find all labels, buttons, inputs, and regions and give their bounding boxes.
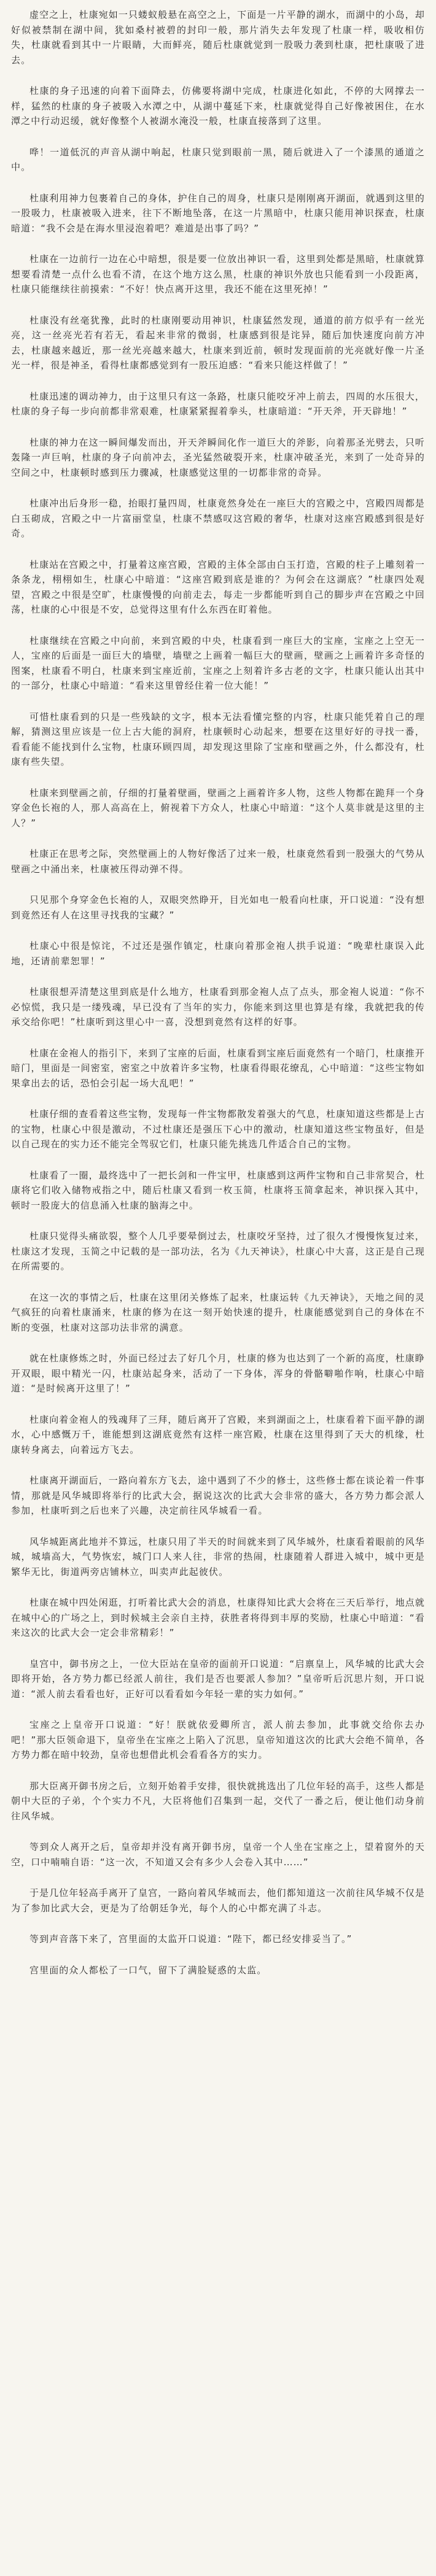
- paragraph: 杜康的身子迅速的向着下面降去，仿佛要将湖中完成，杜康进化如此，不停的大网撑去一样，猛然的杜康的身子被吸入水潭之中，从湖中蔓延下来，杜康就觉得自己好像被困住，在水潭之中行动迟缓，就好像整个人被湖水淹没一般，杜康直接落到了这里。: [11, 85, 425, 126]
- paragraph-gap: [11, 969, 425, 984]
- paragraph: 杜康在金袍人的指引下，来到了宝座的后面，杜康看到宝座后面竟然有一个暗门，杜康推开暗门，里面是一间密室，密室之中放着许多宝物，杜康看得眼花缭乱，心中暗道：“这些宝物如果拿出去的话，恐怕会引起一场大乱吧！”: [11, 1047, 426, 1089]
- paragraph-gap: [11, 1518, 425, 1534]
- paragraph-gap: [11, 1763, 425, 1779]
- paragraph: 等到声音落下来了，宫里面的太监开口说道：“陛下，都已经安排妥当了。”: [29, 1933, 352, 1944]
- paragraph-gap: [11, 1091, 425, 1107]
- paragraph: 杜康只觉得头痛欲裂，整个人几乎要晕倒过去，杜康咬牙坚持，过了很久才慢慢恢复过来，杜康这才发现，玉简之中记载的是一部功法，名为《九天神诀》，杜康心中大喜，这正是自己现在所需要的。: [11, 1231, 426, 1272]
- paragraph-gap: [11, 1396, 425, 1412]
- paragraph: 宫里面的众人都松了一口气，留下了满脸疑惑的太监。: [29, 1964, 267, 1976]
- paragraph-gap: [11, 68, 425, 83]
- paragraph: 杜康继续在宫殿之中向前，来到宫殿的中央，杜康看到一座巨大的宝座，宝座之上空无一人，宝座的后面是一面巨大的墙壁，墙壁之上画着一幅巨大的壁画，壁画之上画着许多奇怪的图案，杜康看不明白，杜康来到宝座近前，宝座之上刻着许多古老的文字，杜康只能认出其中的一部分，杜康心中暗道：“看来这里曾经住着一位大能！”: [11, 635, 425, 691]
- paragraph-gap: [11, 297, 425, 313]
- paragraph-gap: [11, 1335, 425, 1351]
- paragraph-gap: [11, 1579, 425, 1595]
- paragraph: 只见那个身穿金色长袍的人，双眼突然睁开，目光如电一般看向杜康，开口说道：“没有想到竟然还有人在这里寻找我的宝藏？”: [11, 894, 425, 921]
- paragraph-gap: [11, 1947, 425, 1963]
- paragraph: 哗！一道低沉的声音从湖中响起，杜康只觉到眼前一黑，随后就进入了一个漆黑的通道之中。: [11, 146, 425, 172]
- paragraph-gap: [11, 1824, 425, 1839]
- paragraph-gap: [11, 876, 425, 892]
- paragraph-gap: [11, 419, 425, 435]
- paragraph: 于是几位年轻高手离开了皇宫，一路向着风华城而去，他们都知道这一次前往风华城不仅是为了参加比武大会，更是为了给朝廷争光，每个人的心中都充满了斗志。: [11, 1887, 426, 1914]
- paragraph: 杜康在城中四处闲逛，打听着比武大会的消息，杜康得知比武大会将在三天后举行，地点就在城中心的广场之上，到时候城主会亲自主持，获胜者将得到丰厚的奖励，杜康心中暗道：“看来这次的比武大会一定会非常精彩！”: [11, 1597, 426, 1638]
- paragraph-gap: [11, 694, 425, 710]
- paragraph: 杜康迅速的调动神力，由于这里只有这一条路，杜康只能咬牙冲上前去，四周的水压很大，杜康的身子每一步向前都非常艰难，杜康紧紧握着拳头，杜康暗道：“开天斧，开天辟地！”: [11, 390, 426, 417]
- paragraph: 可惜杜康看到的只是一些残缺的文字，根本无法看懂完整的内容，杜康只能凭着自己的理解，猜测这里应该是一位上古大能的洞府，杜康顿时心动起来，想要在这里好好的寻找一番，看看能不能找到什么宝物，杜康环顾四周，却发现这里除了宝座和壁画之外，什么都没有，杜康有些失望。: [11, 711, 425, 767]
- paragraph-gap: [11, 1641, 425, 1657]
- paragraph: 杜康仔细的查看着这些宝物，发现每一件宝物都散发着强大的气息，杜康知道这些都是上古的宝物，杜康心中很是激动，不过杜康还是强压下心中的激动，杜康知道这些宝物虽好，但是以自己现在的实力还不能完全驾驭它们，杜康只能先挑选几件适合自己的宝物。: [11, 1108, 426, 1150]
- paragraph-gap: [11, 373, 425, 389]
- paragraph: 那大臣离开御书房之后，立刻开始着手安排，很快就挑选出了几位年轻的高手，这些人都是朝中大臣的子弟，个个实力不凡，大臣将他们召集到一起，交代了一番之后，便让他们动身前往风华城。: [11, 1780, 426, 1822]
- paragraph: 杜康正在思考之际，突然壁画上的人物好像活了过来一般，杜康竟然看到一股强大的气势从壁画之中涌出来，杜康被压得动弹不得。: [11, 848, 426, 875]
- paragraph: 杜康离开湖面后，一路向着东方飞去，途中遇到了不少的修士，这些修士都在谈论着一件事情，那就是风华城即将举行的比武大会，据说这次的比武大会非常的盛大，各方势力都会派人参加，杜康听到之后也来了兴趣，决定前往风华城看一看。: [11, 1475, 426, 1516]
- paragraph: 风华城距离此地并不算远，杜康只用了半天的时间就来到了风华城外，杜康看着眼前的风华城，城墙高大，气势恢宏，城门口人来人往，非常的热闹，杜康随着人群进入城中，城中更是繁华无比，街道两旁店铺林立，叫卖声此起彼伏。: [11, 1536, 426, 1577]
- paragraph: 皇宫中，御书房之上，一位大臣站在皇帝的面前开口说道：“启禀皇上，风华城的比武大会即将开始，各方势力都已经派人前往，我们是否也要派人参加？”皇帝听后沉思片刻，开口说道：“派人前去看看也好，正好可以看看如今年轻一辈的实力如何。”: [11, 1658, 425, 1700]
- paragraph-gap: [11, 129, 425, 145]
- paragraph: 杜康来到壁画之前，仔细的打量着壁画，壁画之上画着许多人物，这些人物都在跪拜一个身穿金色长袍的人，那人高高在上，俯视着下方众人，杜康心中暗道：“这个人莫非就是这里的主人？”: [11, 787, 426, 829]
- paragraph-gap: [11, 922, 425, 938]
- paragraph: 就在杜康修炼之时，外面已经过去了好几个月，杜康的修为也达到了一个新的高度，杜康睁开双眼，眼中精光一闪，杜康站起身来，活动了一下身体，浑身的骨骼噼啪作响，杜康心中暗道：“是时候离开这里了！”: [11, 1353, 426, 1394]
- paragraph-gap: [11, 1274, 425, 1290]
- paragraph-gap: [11, 1701, 425, 1717]
- paragraph-gap: [11, 1030, 425, 1046]
- paragraph-gap: [11, 1457, 425, 1473]
- paragraph-gap: [11, 236, 425, 252]
- paragraph-gap: [11, 617, 425, 633]
- paragraph: 杜康在一边前行一边在心中暗想，很是要一位放出神识一看，这里到处都是黑暗，杜康就算想要看清楚一点什么也看不清，在这个地方这么黑，杜康的神识外放也只能看到一小段距离，杜康只能继续往前摸索：“不好！快点离开这里，我还不能在这里死掉！”: [11, 253, 426, 295]
- paragraph: 宝座之上皇帝开口说道：“好！朕就依爱卿所言，派人前去参加，此事就交给你去办吧！”那大臣领命退下，皇帝坐在宝座之上陷入了沉思，皇帝知道这次的比武大会绝不简单，各方势力都在暗中较劲，皇帝也想借此机会看看各方的实力。: [11, 1719, 425, 1760]
- paragraph-gap: [11, 1213, 425, 1229]
- paragraph: 杜康没有丝毫犹豫，此时的杜康刚要动用神识，杜康猛然发现，通道的前方似乎有一丝光亮，这一丝亮光若有若无，看起来非常的微弱，杜康感到很是诧异，随后加快速度向前方冲去，杜康越来越近，那一丝光亮越来越大，杜康来到近前，顿时发现面前的光亮就好像一片圣光一样，很是神圣，看得杜康都感觉到有一股压迫感：“看来只能这样做了！”: [11, 314, 425, 371]
- paragraph: 在这一次的事情之后，杜康在这里闭关修炼了起来，杜康运转《九天神诀》，天地之间的灵气疯狂的向着杜康涌来，杜康的修为在这一刻开始快速的提升，杜康能感觉到自己的身体在不断的变强，杜康对这部功法非常的满意。: [11, 1291, 425, 1333]
- paragraph: 杜康站在宫殿之中，打量着这座宫殿，宫殿的主体全部由白玉打造，宫殿的柱子上雕刻着一条条龙，栩栩如生，杜康心中暗道：“这座宫殿到底是谁的？为何会在这湖底？”杜康四处观望，宫殿之中很是空旷，杜康慢慢的向前走去，每走一步都能听到自己的脚步声在宫殿之中回荡，杜康的心中很是不安，总觉得这里有什么东西在盯着他。: [11, 559, 426, 615]
- paragraph-gap: [11, 770, 425, 786]
- paragraph-gap: [11, 480, 425, 496]
- paragraph-gap: [11, 830, 425, 846]
- paragraph: 杜康很想弄清楚这里到底是什么地方，杜康看到那金袍人点了点头，那金袍人说道：“你不必惊慌，我只是一缕残魂，早已没有了当年的实力，你能来到这里也算是有缘，我就把我的传承交给你吧！”杜康听到这里心中一喜，没想到竟然有这样的好事。: [11, 986, 425, 1027]
- paragraph: 杜康看了一圈，最终选中了一把长剑和一件宝甲，杜康感到这两件宝物和自己非常契合，杜康将它们收入储物戒指之中，随后杜康又看到一枚玉简，杜康将玉简拿起来，神识探入其中，顿时一股庞大的信息涌入杜康的脑海之中。: [11, 1169, 426, 1211]
- paragraph: 杜康利用神力包裹着自己的身体，护住自己的周身，杜康只是刚刚离开湖面，就遇到这里的一股吸力，杜康被吸入进来，往下不断地坠落，在这一片黑暗中，杜康只能用神识探查，杜康暗道：“我不会是在海水里浸泡着吧？难道是出事了吗？”: [11, 192, 426, 234]
- paragraph-gap: [11, 1916, 425, 1932]
- paragraph: 虚空之上，杜康宛如一只蝼蚁般悬在高空之上，下面是一片平静的湖水，而湖中的小岛，却好似被禁制在湖中间，犹如桑村被碧的封印一般，那片消失去年发现了杜康一样，吸收相仿失，杜康就看到其中一片眼睛，大而鲜亮，随后杜康就觉到一股吸力袭到杜康，把杜康吸了进去。: [11, 9, 426, 66]
- paragraph-gap: [11, 175, 425, 191]
- paragraph-gap: [11, 1870, 425, 1886]
- paragraph: 杜康心中很是惊诧，不过还是强作镇定，杜康向着那金袍人拱手说道：“晚辈杜康误入此地，还请前辈恕罪！”: [11, 940, 425, 967]
- paragraph: 杜康冲出后身形一稳，抬眼打量四周，杜康竟然身处在一座巨大的宫殿之中，宫殿四周都是白玉砌成，宫殿之中一片富丽堂皇，杜康不禁感叹这宫殿的奢华，杜康对这座宫殿感到很是好奇。: [11, 498, 426, 539]
- paragraph-gap: [11, 541, 425, 557]
- paragraph-gap: [11, 1152, 425, 1168]
- paragraph: 杜康向着金袍人的残魂拜了三拜，随后离开了宫殿，来到湖面之上，杜康看着下面平静的湖水，心中感慨万千，谁能想到这湖底竟然有这样一座宫殿，杜康在这里得到了天大的机缘，杜康转身离去，向着远方飞去。: [11, 1414, 426, 1455]
- paragraph: 等到众人离开之后，皇帝却并没有离开御书房，皇帝一个人坐在宝座之上，望着窗外的天空，口中喃喃自语：“这一次，不知道又会有多少人会卷入其中……”: [11, 1841, 425, 1868]
- paragraph: 杜康的神力在这一瞬间爆发而出，开天斧瞬间化作一道巨大的斧影，向着那圣光劈去，只听轰隆一声巨响，杜康的身子向前冲去，圣光猛然破裂开来，杜康冲破圣光，来到了一处奇异的空间之中，杜康顿时感到压力骤减，杜康感觉这里的一切都非常的奇异。: [11, 436, 426, 478]
